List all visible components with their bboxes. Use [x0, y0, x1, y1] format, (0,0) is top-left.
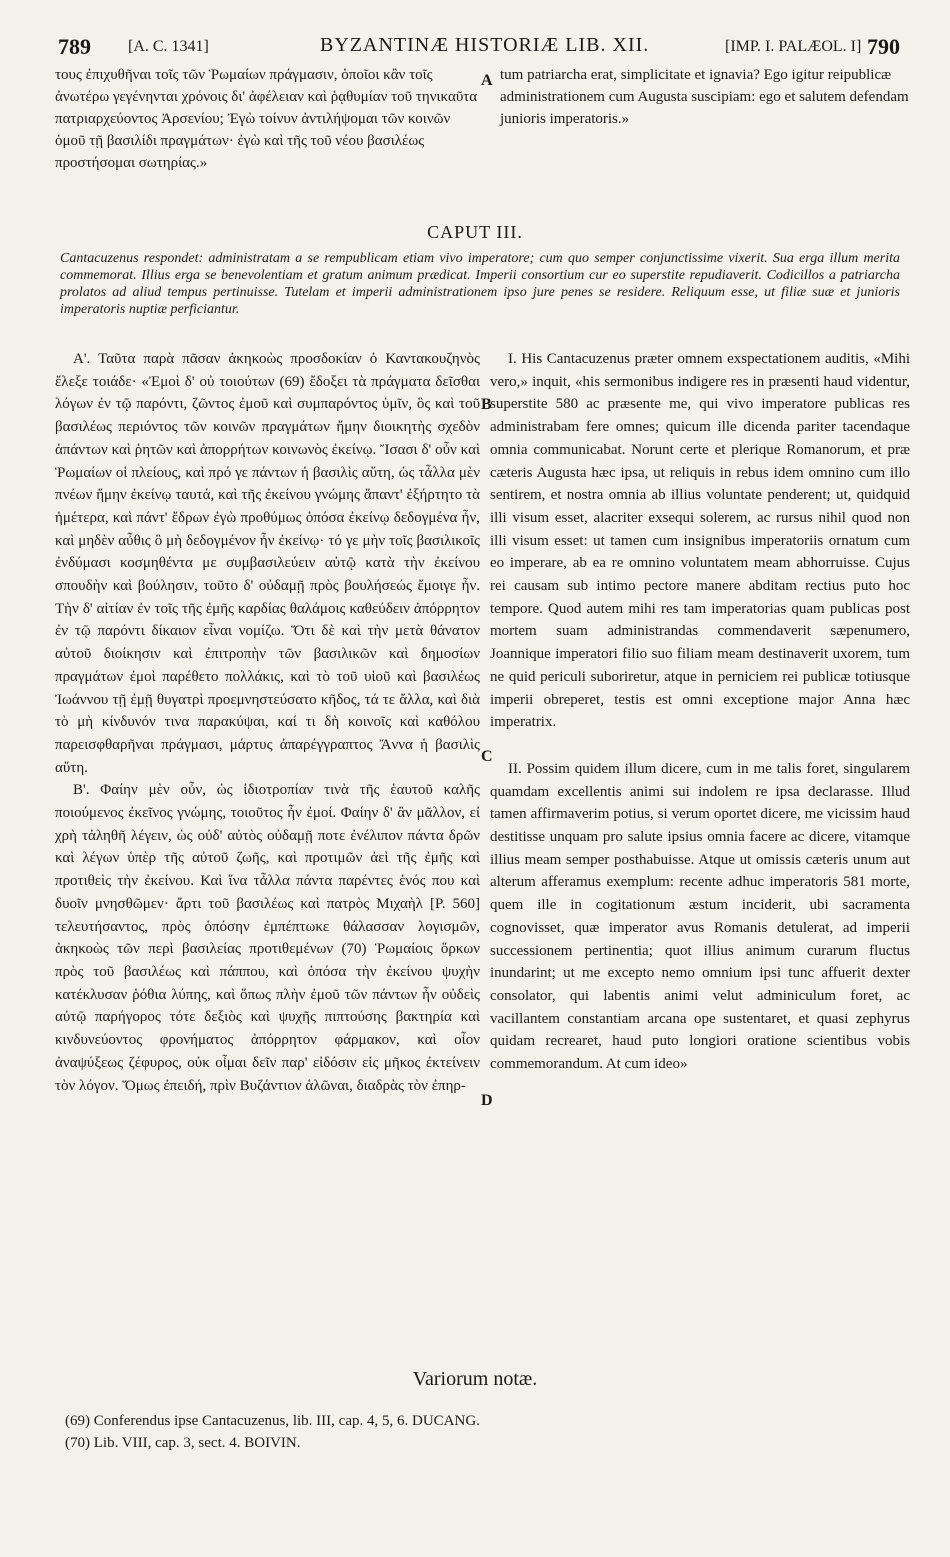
section-marker-d: D	[481, 1092, 493, 1109]
section-marker-a: A	[481, 72, 493, 89]
greek-paragraph-2: Β'. Φαίην μὲν οὖν, ὡς ἰδιοτροπίαν τινὰ τῆς ἑαυτοῦ καλῆς ποιούμενος ἐκεῖνος γνώμης, τοιοῦτος ἦν ἐμοί. Φαίην δ' ἂν μᾶλλον, εἰ χρὴ τἀληθῆ λέγειν, ὡς οὐδ' αὐτὸς οὐδαμῇ ποτε ἐνέλιπον πάντα δρῶν καὶ λέγων ὑπὲρ τῆς αὐτοῦ ζωῆς, καὶ προτιμῶν ἀεὶ τῆς ἐμῆς καὶ προτιθεὶς τὴν ἐκείνου. Καὶ ἵνα τἆλλα πάντα παρέντες ἑνός που καὶ δυοῖν μνησθῶμεν· ἄρτι τοῦ βασιλέως καὶ πατρὸς Μιχαὴλ [P. 560] τελευτήσαντος, πρὸς ὁπόσην ἐμπέπτωκε θάλασσαν λογισμῶν, ἀκηκοὼς τῶν περὶ βασιλείας προτιθεμένων (70) Ῥωμαίοις ὅρκων πρὸς τοῦ βασιλέως καὶ πάππου, καὶ ὁπόσα τὴν ἐκείνου ψυχὴν κατέκλυσαν ῥόθια λύπης, καὶ ὅπως πλὴν ἐμοῦ τῶν πάντων ἦν οὐδεὶς αὐτῷ παρήγορος τότε δεξιὸς καὶ ψυχῆς πιπτούσης βακτηρία καὶ κινδυνεύοντος φρονήματος ἀπόρρητον φάρμακον, καὶ οἷον ἀναψύξεως ζέφυρος, οὐκ οἶμαι δεῖν παρ' εἰδόσιν εἰς μῆκος ἐκτείνειν τὸν λόγον. Ὅμως ἐπειδή, πρὶν Βυζάντιον ἁλῶναι, διαδρὰς τὸν ἐπηρ-	[55, 782, 480, 1094]
greek-column	[55, 348, 480, 1097]
section-marker-b: B	[481, 396, 492, 413]
page-number-right: 790	[867, 34, 900, 59]
running-title: BYZANTINÆ HISTORIÆ LIB. XII.	[320, 34, 650, 56]
date-reference: [A. C. 1341]	[128, 38, 209, 55]
footnote-69: (69) Conferendus ipse Cantacuzenus, lib. III, cap. 4, 5, 6. DUCANG.	[65, 1413, 480, 1429]
latin-column	[490, 348, 910, 1076]
section-marker-c: C	[481, 748, 493, 765]
chapter-summary: Cantacuzenus respondet: administratam a se rempublicam etiam vivo imperatore; cum quo semper conjunctissime vixerit. Sua erga illum merita commemorat. Illius erga se benevolentiam et gratum animum prædicat. Imperii consortium cur eo superstite repudiaverit. Codicillos a patriarcha prolatos ad aliud tempus pertinuisse. Tutelam et imperii administrationem ipso jure penes se residere. Reliquum esse, ut filiæ suæ et junioris imperatoris nuptiæ perficiantur.	[60, 251, 900, 317]
greek-paragraph-1: Α'. Ταῦτα παρὰ πᾶσαν ἀκηκοὼς προσδοκίαν ὁ Καντακουζηνὸς ἔλεξε τοιάδε· «Ἐμοὶ δ' οὐ τοιούτων (69) ἔδοξει τὰ πράγματα δεῖσθαι λόγων ἐν τῷ παρόντι, ζῶντος ἐμοῦ καὶ συμπαρόντος ὑμῖν, ὃς καὶ τοῦ βασιλέως περιόντος τῶν κοινῶν πραγμάτων ἤμην διοικητὴς σχεδὸν ἁπάντων καὶ ῥητῶν καὶ ἀπορρήτων κοινωνὸς ἐκείνῳ. Ἴσασι δ' οὖν καὶ Ῥωμαίων οἱ πλείους, καὶ πρό γε πάντων ἡ βασιλὶς αὕτη, ὡς τἆλλα μὲν πνέων ἤμην ἐκείνῳ ταυτά, καὶ τῆς ἐκείνου γνώμης ἅπαντ' ἐξήρτητο τὰ ἡμέτερα, καὶ πάντ' ἔδρων ἐγὼ προθύμως ὁπόσα ἐκείνῳ δεδογμένα ἦν, καὶ μηδὲν αὖθις ὃ μὴ δεδογμένον ἦν ἐκείνῳ· τό γε μὴν τοῖς βασιλικοῖς ἐνδύμασι κοσμηθέντα με συμβασιλεύειν αὐτῷ κατὰ τὴν ἐκείνου σπουδὴν καὶ βούλησιν, τοῦτο δ' οὐδαμῇ πρὸς βουλήσεώς ἔμοιγε ἦν. Τὴν δ' αἰτίαν ἐν τοῖς τῆς ἐμῆς καρδίας θαλάμοις καθεύδειν ἀπόρρητον ἐν τῷ παρόντι δίκαιον εἶναι νομίζω. Ὅτι δὲ καὶ τὴν μετὰ θάνατον αὐτοῦ διοίκησιν καὶ ἐπιτροπὴν τῶν βασιλικῶν καὶ δημοσίων πραγμάτων ἐμοὶ παρέθετο πολλάκις, καὶ τὸ τοῦ υἱοῦ καὶ βασιλέως Ἰωάννου τῇ ἐμῇ θυγατρὶ προεμνηστεύσατο κῆδος, τά τε ἄλλα, καὶ διὰ τὸ μὴ κίνδυνόν τινα παρακύψαι, καί τι δὴ κοινοῖς καὶ καθόλου παρεισφθαρῆναι πράγμασι, μάρτυς ἀπαρέγγραπτος Ἄννα ἡ βασιλὶς αὕτη.	[55, 351, 480, 776]
page-number-left: 789	[58, 34, 91, 59]
latin-paragraph-1: I. His Cantacuzenus præter omnem exspectationem auditis, «Mihi vero,» inquit, «his sermonibus indigere res in præsenti haud videntur, superstite 580 ac præsente me, qui vivo imperatore publicas res administrabam fere omnes; quicum ille dicenda pariter tacendaque omnia communicabat. Norunt certe et plerique Romanorum, et præ cæteris Augusta hæc ipsa, ut reliquis in rebus idem omnino cum illo sentirem, et nostra omnia ab illius voluntate penderent; ut, quidquid illi visum esset, alacriter exsequi solerem, ac rursus nihil quod non illi visum esset: ut tamen cum insignibus imperatoriis ornatum cum eo imperare, ab ea re omnino voluntatem meam abhorruisse. Cujus rei causam sub intimo pectore manere abditam rectius puto hoc tempore. Quod autem mihi res tam imperatorias quam publicas post mortem suam administrandas commendaverit sæpenumero, Joannique imperatori filio suo filiam meam destinaverit uxorem, tum ne quid periculi suboriretur, atque in perniciem rei publicæ totiusque imperii obreperet, testis est omni exceptione major Anna hæc imperatrix.	[490, 351, 910, 731]
latin-continuation: tum patriarcha erat, simplicitate et ignavia? Ego igitur reipublicæ administrationem cum Augusta suscipiam: ego et salutem defendam junioris imperatoris.»	[500, 67, 909, 127]
chapter-heading: CAPUT III.	[427, 222, 523, 242]
page-header	[50, 28, 900, 62]
greek-continuation: τους ἐπιχυθῆναι τοῖς τῶν Ῥωμαίων πράγμασιν, ὁποῖοι κἂν τοῖς ἀνωτέρω γεγένηνται χρόνοις δι' ἀφέλειαν καὶ ῥᾳθυμίαν τοῦ τηνικαῦτα πατριαρχεύοντος Ἀρσενίου; Ἐγὼ τοίνυν ἀντιλήψομαι τῶν κοινῶν ὁμοῦ τῇ βασιλίδι πραγμάτων· ἐγὼ καὶ τῆς τοῦ νέου βασιλέως προστήσομαι σωτηρίας.»	[55, 67, 478, 171]
footnote-70: (70) Lib. VIII, cap. 3, sect. 4. BOIVIN.	[65, 1435, 301, 1451]
notes-heading: Variorum notæ.	[412, 1368, 538, 1390]
emperor-reference: [IMP. I. PALÆOL. I]	[725, 38, 862, 55]
footnotes	[65, 1410, 480, 1454]
latin-paragraph-2: II. Possim quidem illum dicere, cum in me talis foret, singularem quamdam excellentis animi sui indolem re ipsa declarasse. Illud tamen affirmaverim potius, si verum oportet dicere, me vicissim haud destitisse unquam pro salute ipsius omnia facere ac dicere, vitamque illius meam semper posthabuisse. Atque ut omissis cæteris unum aut alterum afferamus exemplum: recente adhuc imperatoris 581 morte, quem ille in cogitationum æstum inciderit, ubi sacramenta cognovisset, quæ imperator avus Romanis detulerat, ad imperii successionem pertinentia; quot illius animum curarum fluctus inundarint; ut me excepto nemo omnium ipsi tunc affuerit dexter consolator, qui labentis animi velut adminiculum foret, ac vacillantem constantiam arcana ope sustentaret, et quasi zephyrus quidam recrearet, haud puto longiori oratione scientibus vobis commemorandum. At cum ideo»	[490, 760, 910, 1073]
